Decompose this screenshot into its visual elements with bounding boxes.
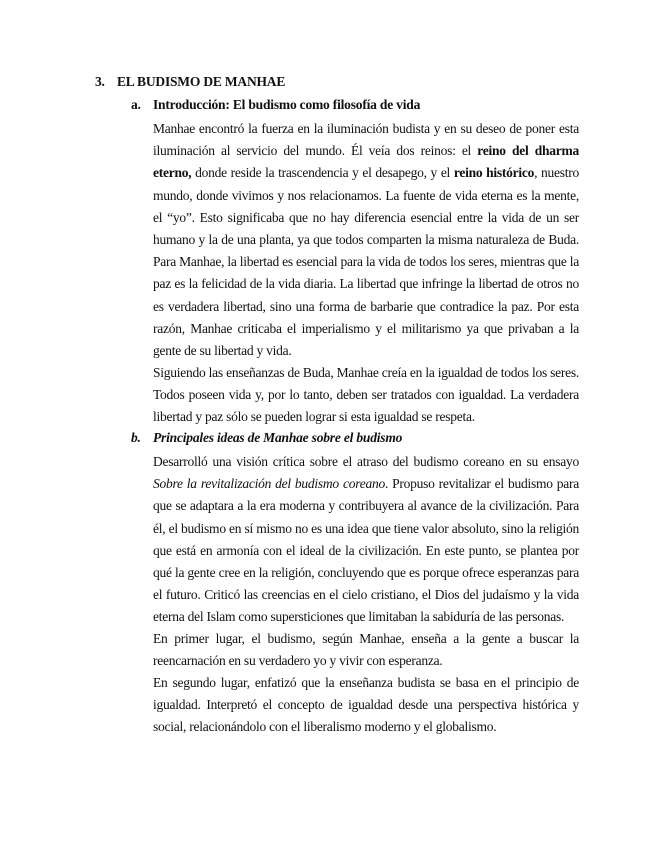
section-number: 3.: [95, 74, 105, 89]
subsection-b-marker: b.: [131, 430, 141, 445]
paragraph3-text-1: Desarrolló una visión crítica sobre el atraso del budismo coreano en su ensayo: [153, 454, 579, 469]
paragraph-segundo-lugar: En segundo lugar, enfatizó que la enseñanza budista se basa en el principio de igualdad. Interpretó el concepto de igualdad desde una perspectiva histórica y social, relacionándolo con el liberalismo moderno y el globalismo.: [153, 675, 579, 735]
paragraph1-bold-reino-dharma: reino del dharma eterno,: [153, 143, 579, 181]
section-title: EL BUDISMO DE MANHAE: [117, 74, 286, 89]
section-heading: [95, 74, 285, 90]
subsection-a-heading: [131, 97, 420, 113]
paragraph1-text-3: , nuestro mundo, donde vivimos y nos relacionamos. La fuente de vida eterna es la mente, el “yo”. Esto significaba que no hay diferencia esencial entre la vida de un ser humano y la de una planta, ya que todos comparten la misma naturaleza de Buda. Para Manhae, la libertad es esencial para la vida de todos los seres, mientras que la paz es la felicidad de la vida diaria. La libertad que infringe la libertad de otros no es verdadera libertad, sino una forma de barbarie que contradice la paz. Por esta razón, Manhae criticaba el imperialismo y el militarismo ya que privaban a la gente de su libertad y vida.: [153, 165, 579, 359]
subsection-b-heading: [131, 430, 402, 446]
paragraph1-text-1: Manhae encontró la fuerza en la iluminación budista y en su deseo de poner esta iluminación al servicio del mundo. Él veía dos reinos: el: [153, 121, 579, 159]
paragraph-primer-lugar: En primer lugar, el budismo, según Manhae, enseña a la gente a buscar la reencarnación en su verdadero yo y vivir con esperanza.: [153, 631, 579, 669]
subsection-b-title: Principales ideas de Manhae sobre el budismo: [153, 430, 403, 445]
paragraph3-essay-title: Sobre la revitalización del budismo coreano: [153, 476, 385, 492]
paragraph-dharma-reinos: [153, 118, 579, 362]
subsection-a-marker: a.: [131, 97, 141, 112]
paragraph3-text-2: . Propuso revitalizar el budismo para que se adaptara a la era moderna y contribuyera al avance de la civilización. Para él, el budismo en sí mismo no es una idea que tiene valor absoluto, sino la religión que está en armonía con el ideal de la civilización. En este punto, se plantea por qué la gente cree en la religión, concluyendo que es porque ofrece esperanzas para el futuro. Criticó las creencias en el cielo cristiano, el Dios del judaísmo y la vida eterna del Islam como supersticiones que limitaban la sabiduría de las personas.: [153, 476, 580, 625]
paragraph1-text-2: donde reside la trascendencia y el desapego, y el: [191, 165, 454, 181]
paragraph1-bold-reino-historico: reino histórico: [453, 165, 535, 181]
paragraph-vision-critica: [153, 451, 579, 629]
subsection-a-title: Introducción: El budismo como filosofía de vida: [153, 97, 421, 112]
paragraph-igualdad: Siguiendo las enseñanzas de Buda, Manhae creía en la igualdad de todos los seres. Todos poseen vida y, por lo tanto, deben ser tratados con igualdad. La verdadera libertad y paz sólo se pueden lograr si esta igualdad se respeta.: [153, 365, 579, 425]
